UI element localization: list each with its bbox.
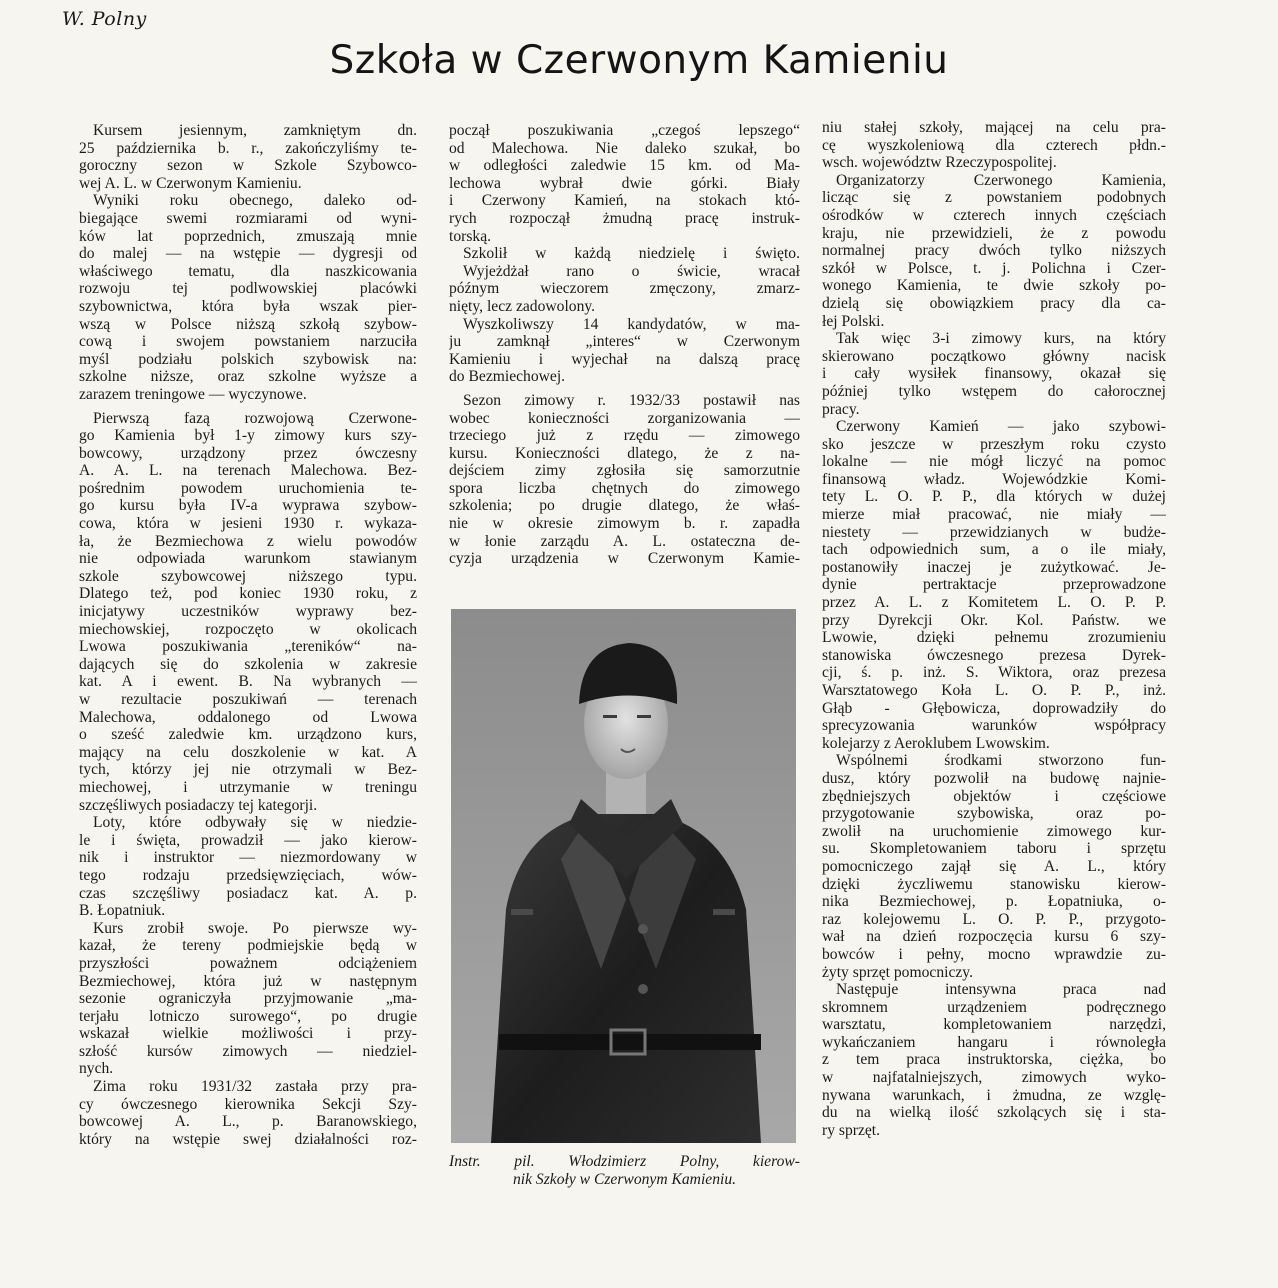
text-line: zarazem treningowe — wyczynowe. <box>79 385 307 403</box>
text-line: z tem praca instruktorska, ciężka, bo <box>822 1051 1166 1069</box>
text-line: Wyniki roku obecnego, daleko od- <box>93 192 417 210</box>
text-line: finansową władz. Wojewódzkie Komi- <box>822 470 1166 488</box>
text-line: szybownictwa, która była wszak pier- <box>79 297 417 315</box>
text-line: Wyjeżdżał rano o świcie, wracał <box>463 262 800 280</box>
text-line: przez A. L. z Komitetem L. O. P. P. <box>822 594 1166 612</box>
text-line: go kursu była IV-a wyprawa szybow- <box>79 497 417 515</box>
text-line: Kamieniu i wyjechał na dalszą pracę <box>449 350 800 368</box>
text-line: cy ówczesnego kierownika Sekcji Szy- <box>79 1095 417 1113</box>
text-line: miechowskiej, rozpoczęto w okolicach <box>79 620 417 638</box>
text-line: dzięki życzliwemu stanowisku kierow- <box>822 875 1166 893</box>
text-line: cyzja urządzenia w Czerwonym Kamie- <box>449 550 800 568</box>
text-line: ośrodków w czterech innych częściach <box>822 206 1166 224</box>
text-line: kraju, nie przewidzieli, że z powodu <box>822 224 1166 242</box>
text-line: terjału lotniczo surowego“, po drugie <box>79 1007 417 1025</box>
text-line: sko jeszcze w przeszłym roku czysto <box>822 435 1166 453</box>
text-line: i cały wysiłek finansowy, okazał się <box>822 365 1166 383</box>
text-line: bowcowy, urządzony przez ówczesny <box>79 444 417 462</box>
article-title: Szkoła w Czerwonym Kamieniu <box>329 38 949 83</box>
text-line: Loty, które odbywały się w niedzie- <box>93 814 417 832</box>
text-line: łej Polski. <box>822 312 885 330</box>
text-line: raz kolejowemu L. O. P. P., przygoto- <box>822 910 1166 928</box>
text-line: dynie pertraktacje przeprowadzone <box>822 576 1166 594</box>
text-line: su. Skompletowaniem taboru i sprzętu <box>822 840 1166 858</box>
text-line: w najfatalniejszych, zimowych wyko- <box>822 1069 1166 1087</box>
text-line: cowa, która w jesieni 1930 r. wykaza- <box>79 515 417 533</box>
text-line: postanowiły inaczej je zużytkować. Je- <box>822 558 1166 576</box>
text-line: du na wielką ilość szkolących się i sta- <box>822 1104 1166 1122</box>
text-line: Szkolił w każdą niedzielę i święto. <box>463 245 800 263</box>
text-line: inicjatywy uczestników wyprawy bez- <box>79 603 417 621</box>
text-line: tych, którzy jej nie otrzymali w Bez- <box>79 761 417 779</box>
text-line: i Czerwony Kamień, na stokach któ- <box>449 192 800 210</box>
text-line: miechowej, i utrzymanie w treningu <box>79 778 417 796</box>
text-line: przygotowanie szybowiska, oraz po- <box>822 805 1166 823</box>
text-line: przy Dyrekcji Okr. Kol. Państw. we <box>822 611 1166 629</box>
text-line: później tylko wstępem do całorocznej <box>822 382 1166 400</box>
text-line: wskazał wielkie możliwości i przy- <box>79 1025 417 1043</box>
photo-caption <box>449 1153 800 1188</box>
text-line: Zima roku 1931/32 zastała przy pra- <box>93 1078 417 1096</box>
text-line: wsch. województw Rzeczypospolitej. <box>822 154 1057 172</box>
text-line: kolejarzy z Aeroklubem Lwowskim. <box>822 734 1050 752</box>
text-line: Bezmiechowej, która już w następnym <box>79 972 417 990</box>
text-line: ju zamknął „interes“ w Czerwonym <box>449 333 800 351</box>
text-line: w rezultacie poszukiwań — terenach <box>79 691 417 708</box>
text-line: cę wyszkoleniową dla czterech płdn.- <box>822 136 1166 154</box>
text-line: Następuje intensywna praca nad <box>836 981 1166 999</box>
text-line: nięty, lecz zadowolony. <box>449 297 596 315</box>
text-line: o sześć zaledwie km. urządzono kurs, <box>79 726 417 744</box>
text-line: spora liczba chętnych do zimowego <box>449 479 800 497</box>
text-line: Kurs zrobił swoje. Po pierwsze wy- <box>93 919 417 937</box>
text-line: rych rozpoczął żmudną pracę instruk- <box>449 209 800 227</box>
text-line: dusz, który pozwolił na budowę najnie- <box>822 769 1166 787</box>
text-line: mający na celu doszkolenie w kat. A <box>79 743 417 761</box>
text-line: tach odpowiednich sum, a o ile miały, <box>822 541 1166 559</box>
text-line: w łonie zarządu A. L. ostateczna de- <box>449 532 800 550</box>
text-line: Organizatorzy Czerwonego Kamienia, <box>836 171 1166 189</box>
text-line: torską. <box>449 227 492 245</box>
text-line: szłość kursów zimowych — niedziel- <box>79 1042 417 1060</box>
text-line: biegające swemi rozmiarami od wyni- <box>79 209 417 227</box>
text-line: skromnem urządzeniem podręcznego <box>822 998 1166 1016</box>
author-byline: W. Polny <box>62 8 147 30</box>
text-line: wykańczaniem hangaru i równoległa <box>822 1033 1166 1051</box>
text-line: szkolenia; po drugie dlatego, że właś- <box>449 497 800 515</box>
text-line: niestety — przewidzianych w budże- <box>822 523 1166 541</box>
text-line: sprecyzowania warunków współpracy <box>822 717 1166 735</box>
text-line: do Bezmiechowej. <box>449 368 566 386</box>
text-line: kazał, że tereny podmiejskie będą w <box>79 937 417 955</box>
text-line: Tak więc 3-i zimowy kurs, na który <box>836 330 1166 348</box>
text-line: Wspólnemi środkami stworzono fun- <box>836 752 1166 770</box>
text-line: żyty sprzęt pomocniczy. <box>822 963 973 981</box>
text-line: bowców i pełny, mocno wprawdzie zu- <box>822 945 1166 963</box>
text-line: nik i instruktor — niezmordowany w <box>79 849 417 867</box>
text-line: ków lat poprzednich, zmuszają mnie <box>79 227 417 245</box>
text-line: normalnej pracy dwóch tylko niższych <box>822 242 1166 260</box>
text-column-3 <box>822 119 1166 1139</box>
text-line: pracy. <box>822 400 860 418</box>
text-line: Sezon zimowy r. 1932/33 postawił nas <box>463 391 800 409</box>
text-line: nych. <box>79 1060 114 1078</box>
text-line: tego rodzaju przedsięwzięciach, wów- <box>79 866 417 884</box>
text-line: Malechowa, oddalonego od Lwowa <box>79 708 417 726</box>
text-line: późnym wieczorem zmęczony, zmarz- <box>449 280 800 298</box>
text-line: szkolne niższe, oraz szkolne wyższe a <box>79 368 417 386</box>
text-line: tety L. O. P. P., dla których w dużej <box>822 488 1166 506</box>
text-line: 25 października b. r., zakończyliśmy te- <box>79 139 417 157</box>
text-line: szkół w Polsce, t. j. Polichna i Czer- <box>822 259 1166 277</box>
text-line: trzeciego już z rzędu — zimowego <box>449 427 800 445</box>
text-line: A. A. L. na terenach Malechowa. Bez- <box>79 462 417 480</box>
text-line: warsztatu, kompletowaniem narzędzi, <box>822 1016 1166 1034</box>
text-line: w odległości zaledwie 15 km. od Ma- <box>449 157 800 175</box>
text-line: wszą w Polsce niższą szkołą szybow- <box>79 315 417 333</box>
text-line: przyszłości poważnem odciążeniem <box>79 954 417 972</box>
text-line: lokalne — nie mógł liczyć na pomoc <box>822 453 1166 471</box>
text-line: stanowiska ówczesnego prezesa Dyrek- <box>822 646 1166 664</box>
text-line: Dlatego też, pod koniec 1930 roku, z <box>79 585 417 603</box>
text-line: dejściem zimy zgłosiła się samorzutnie <box>449 462 800 480</box>
text-line: skierowano początkowo główny nacisk <box>822 347 1166 365</box>
text-line: bowcowej A. L., p. Baranowskiego, <box>79 1113 417 1131</box>
text-line: nie odpowiada warunkom stawianym <box>79 550 417 568</box>
text-line: pośrednim powodem uruchomienia te- <box>79 479 417 497</box>
text-line: szkole szybowcowej niższego typu. <box>79 567 417 585</box>
text-line: właściwego tematu, dla naszkicowania <box>79 262 417 280</box>
text-line: mierze miał pracować, nie miały — <box>822 506 1166 524</box>
text-line: cji, ś. p. inż. S. Wiktora, oraz prezesa <box>822 664 1166 682</box>
text-line: dzielą się obowiązkiem pracy dla ca- <box>822 294 1166 312</box>
text-line: kat. A i ewent. B. Na wybranych — <box>79 673 417 691</box>
text-line: wonego Kamienia, te dwie szkoły po- <box>822 277 1166 295</box>
text-line: ła, że Bezmiechowa z wielu powodów <box>79 532 417 550</box>
text-line: ry sprzęt. <box>822 1121 881 1139</box>
text-line: le i święta, prowadził — jako kierow- <box>79 831 417 849</box>
text-line: od Malechowa. Nie daleko szukał, bo <box>449 139 800 157</box>
text-line: zbędniejszych objektów i częściowe <box>822 787 1166 805</box>
text-line: B. Łopatniuk. <box>79 902 166 920</box>
text-line: nie w okresie zimowym b. r. zapadła <box>449 515 800 533</box>
text-line: go Kamienia był 1-y zimowy kurs szy- <box>79 427 417 445</box>
text-line: goroczny sezon w Szkole Szybowco- <box>79 157 417 175</box>
text-line: cową i swojem powstaniem narzuciła <box>79 333 417 351</box>
text-line: nywana warunkach, i żmudna, ze wzglę- <box>822 1086 1166 1104</box>
text-line: Lwowie, dzięki pełnemu zrozumieniu <box>822 629 1166 647</box>
text-line: lechowa wybrał dwie górki. Biały <box>449 174 800 192</box>
text-line: licząc się z powstaniem podobnych <box>822 189 1166 207</box>
caption-line: nik Szkoły w Czerwonym Kamieniu. <box>512 1170 737 1188</box>
text-line: do malej — na wstępie — dygresji od <box>79 245 417 263</box>
text-line: myśl podziału polskich szybowisk na: <box>79 350 417 368</box>
text-line: Kursem jesiennym, zamkniętym dn. <box>93 122 417 139</box>
text-line: Warsztatowego Koła L. O. P. P., inż. <box>822 682 1166 699</box>
text-column-2 <box>449 122 800 568</box>
text-line: począł poszukiwania „czegoś lepszego“ <box>449 122 800 139</box>
text-line: dających się do szkolenia w zakresie <box>79 655 417 673</box>
text-line: który na wstępie swej działalności roz- <box>79 1130 417 1148</box>
text-line: wał na dzień rozpoczęcia kursu 6 szy- <box>822 928 1166 946</box>
text-line: nika Bezmiechowej, p. Łopatniuka, o- <box>822 893 1166 911</box>
text-line: sezonie ograniczyła przyjmowanie „ma- <box>79 990 417 1008</box>
text-line: Pierwszą fazą rozwojową Czerwone- <box>93 409 417 427</box>
text-line: zwolił na uruchomienie zimowego kur- <box>822 822 1166 840</box>
text-line: Wyszkoliwszy 14 kandydatów, w ma- <box>463 315 800 333</box>
text-column-1 <box>79 122 417 1148</box>
text-line: pomocniczego zajął się A. L., który <box>822 857 1166 875</box>
text-line: Czerwony Kamień — jako szybowi- <box>836 418 1166 436</box>
caption-line: Instr. pil. Włodzimierz Polny, kierow- <box>449 1153 800 1170</box>
text-line: Lwowa poszukiwania „tereników“ na- <box>79 638 417 656</box>
text-line: rozwoju tej podlwowskiej placówki <box>79 280 417 298</box>
text-line: Głąb - Głębowicza, doprowadziły do <box>822 699 1166 717</box>
text-line: szczęśliwych posiadaczy tej kategorji. <box>79 796 318 814</box>
text-line: wobec konieczności zorganizowania — <box>449 409 800 427</box>
text-line: wej A. L. w Czerwonym Kamieniu. <box>79 174 302 192</box>
text-line: czas szczęśliwy posiadacz kat. A. p. <box>79 884 417 902</box>
text-line: niu stałej szkoły, mającej na celu pra- <box>822 119 1166 136</box>
text-line: kursu. Konieczności dlatego, że z na- <box>449 444 800 462</box>
portrait-photo <box>451 609 796 1143</box>
